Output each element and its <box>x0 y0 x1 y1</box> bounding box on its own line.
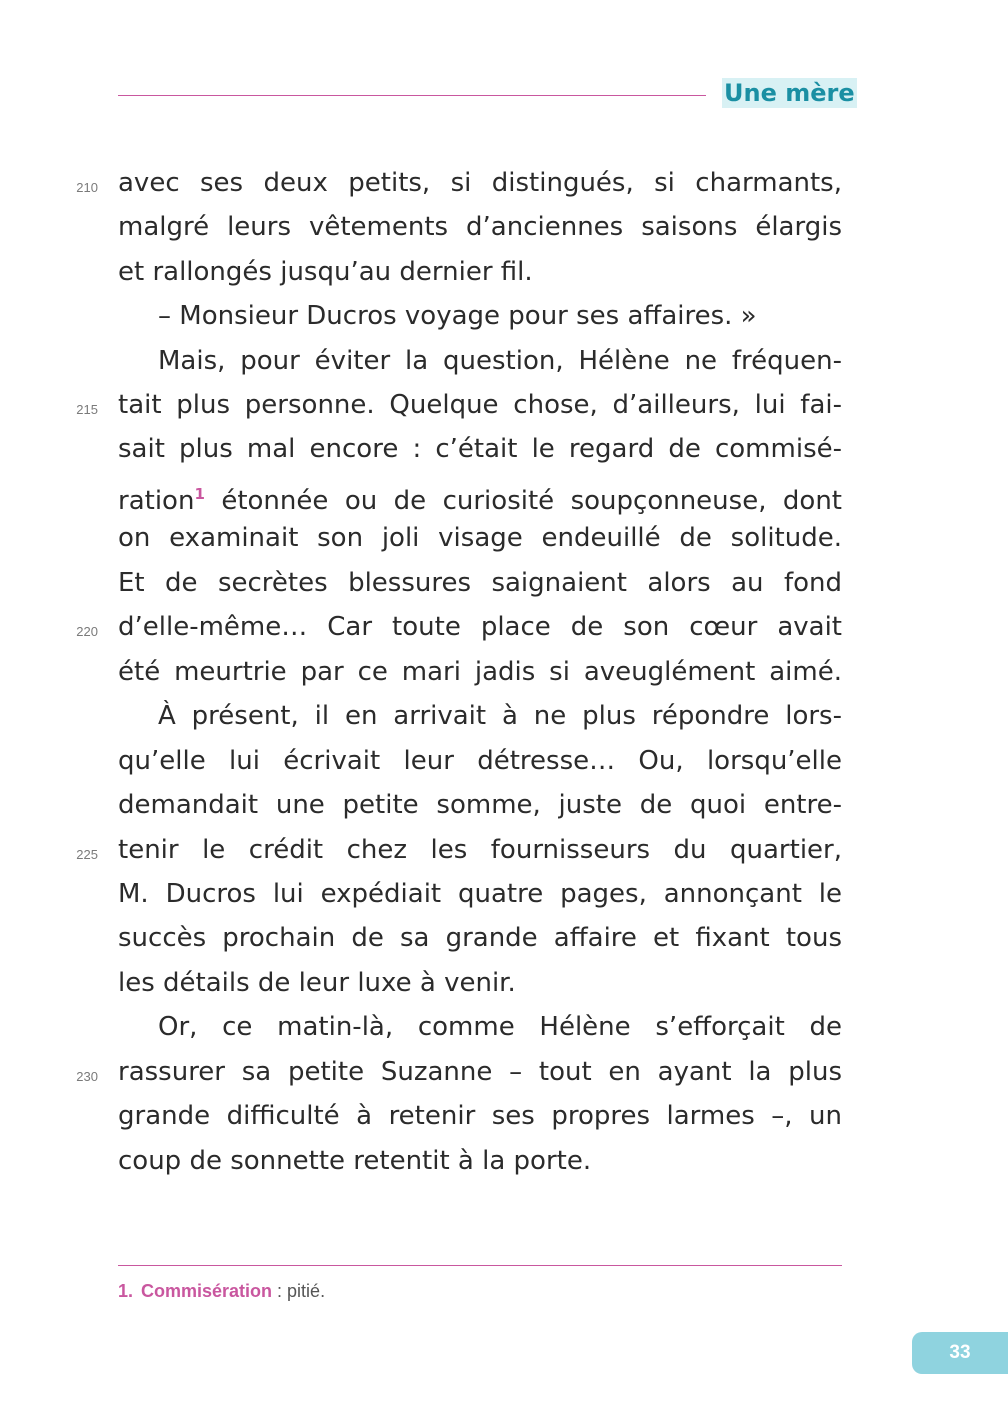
text-line: À présent, il en arrivait à ne plus répondre lors- <box>158 701 842 731</box>
line-number: 220 <box>76 624 98 639</box>
section-title: Une mère <box>724 79 855 107</box>
line-number: 215 <box>76 402 98 417</box>
footnote-definition: : pitié. <box>272 1281 326 1301</box>
text-line: on examinait son joli visage endeuillé de solitude. <box>118 523 842 553</box>
text-line: malgré leurs vêtements d’anciennes saisons élargis <box>118 212 842 242</box>
text-line: et rallongés jusqu’au dernier fil. <box>118 257 533 287</box>
footnote-term: Commisération <box>141 1281 273 1301</box>
text-line: demandait une petite somme, juste de quoi entre- <box>118 790 842 820</box>
text-line: été meurtrie par ce mari jadis si aveuglément aimé. <box>118 657 842 687</box>
line-number: 225 <box>76 847 98 862</box>
text-fragment: ration <box>118 486 195 516</box>
text-line: les détails de leur luxe à venir. <box>118 968 516 998</box>
text-line: Mais, pour éviter la question, Hélène ne fréquen- <box>158 346 842 376</box>
text-fragment: étonnée ou de curiosité soupçonneuse, dont <box>221 486 842 516</box>
text-line: Or, ce matin-là, comme Hélène s’efforçait de <box>158 1012 842 1042</box>
text-line: rassurer sa petite Suzanne – tout en ayant la plus <box>118 1057 842 1087</box>
text-line: sait plus mal encore : c’était le regard de commisé- <box>118 434 842 464</box>
line-number: 210 <box>76 180 98 195</box>
footnote <box>118 1281 325 1302</box>
text-line: Et de secrètes blessures saignaient alors au fond <box>118 568 842 598</box>
text-line: – Monsieur Ducros voyage pour ses affaires. » <box>158 301 757 331</box>
line-number: 230 <box>76 1069 98 1084</box>
page-number: 33 <box>912 1332 1008 1374</box>
text-line: succès prochain de sa grande affaire et fixant tous <box>118 923 842 953</box>
text-line: tenir le crédit chez les fournisseurs du quartier, <box>118 835 842 865</box>
text-line: qu’elle lui écrivait leur détresse… Ou, lorsqu’elle <box>118 746 842 776</box>
header-rule <box>118 95 706 96</box>
footnote-number: 1. <box>118 1281 134 1301</box>
text-line: coup de sonnette retentit à la porte. <box>118 1146 592 1176</box>
text-line: grande difficulté à retenir ses propres larmes –, un <box>118 1101 842 1131</box>
footnote-rule <box>118 1265 842 1266</box>
text-line: M. Ducros lui expédiait quatre pages, annonçant le <box>118 879 842 909</box>
footnote-marker[interactable]: 1 <box>194 485 205 503</box>
text-line: d’elle-même… Car toute place de son cœur avait <box>118 612 842 642</box>
text-line: tait plus personne. Quelque chose, d’ailleurs, lui fai- <box>118 390 842 420</box>
text-line-with-note <box>118 472 842 516</box>
text-line: avec ses deux petits, si distingués, si charmants, <box>118 168 842 198</box>
